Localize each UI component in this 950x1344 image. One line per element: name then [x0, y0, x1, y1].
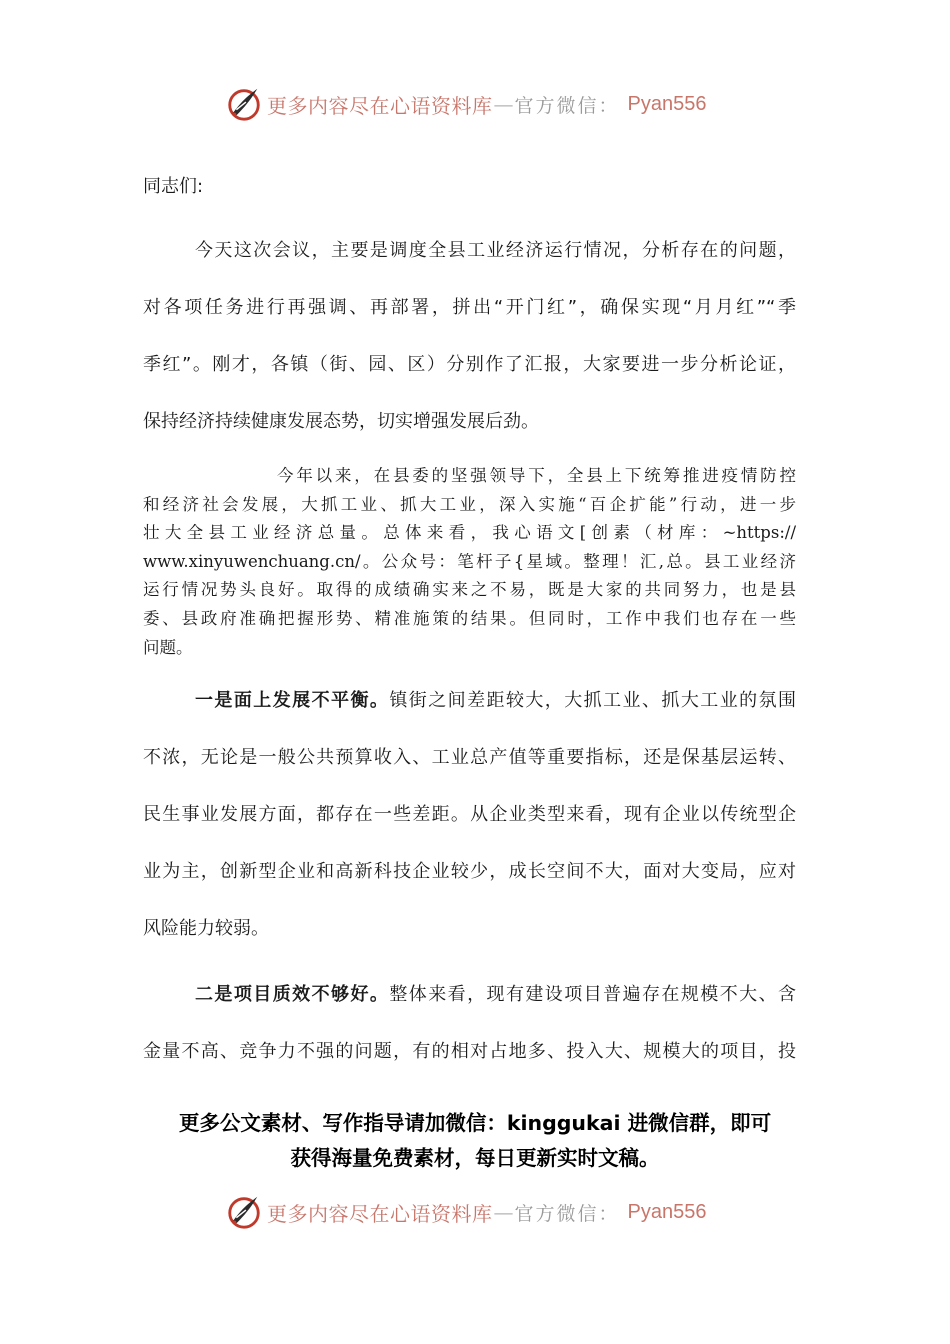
promo-line: 获得海量免费素材，每日更新实时文稿。 [290, 1146, 660, 1170]
text-line: 委、县政府准确把握形势、精准施策的结果。但同时，工作中我们也存在一些 [143, 608, 796, 628]
banner-wechat-label: 官方微信： [514, 94, 620, 117]
promo-notice [130, 1106, 820, 1176]
banner-separator: — [493, 1200, 514, 1224]
quill-logo-icon [225, 85, 263, 123]
text-line: 和经济社会发展，大抓工业、抓大工业，深入实施“百企扩能”行动，进一步 [143, 494, 796, 514]
text-line: 业为主，创新型企业和高新科技企业较少，成长空间不大，面对大变局，应对 [143, 861, 796, 882]
paragraph-overview [143, 462, 796, 662]
banner-wechat-id: Pyan556 [627, 1200, 707, 1223]
text-line: 今年以来，在县委的坚强领导下，全县上下统筹推进疫情防控 [277, 466, 796, 485]
promo-line: 更多公文素材、写作指导请加微信：kinggukai 进微信群，即可 [178, 1111, 772, 1135]
banner-separator: — [493, 92, 514, 116]
text-segment: 整体来看，现有建设项目普遍存在规模不大、含 [389, 984, 797, 1005]
text-line [143, 966, 796, 1023]
paragraph-problem-one [143, 672, 796, 957]
text-line: 对各项任务进行再强调、再部署，拼出“开门红”，确保实现“月月红”“季 [143, 297, 796, 318]
banner-title: 更多内容尽在心语资料库 [267, 93, 493, 118]
text-line: 风险能力较弱。 [143, 918, 269, 939]
problem-heading: 一是面上发展不平衡。 [195, 690, 390, 711]
text-line: 今天这次会议，主要是调度全县工业经济运行情况，分析存在的问题， [195, 240, 796, 261]
text-line [143, 672, 796, 729]
text-line: 问题。 [143, 637, 193, 657]
text-line: 运行情况势头良好。取得的成绩确实来之不易，既是大家的共同努力，也是县 [143, 580, 796, 600]
banner-wechat-id: Pyan556 [627, 92, 707, 115]
banner-wechat-label: 官方微信： [514, 1202, 620, 1225]
text-line: 金量不高、竞争力不强的问题，有的相对占地多、投入大、规模大的项目，投 [143, 1041, 796, 1062]
footer-banner [0, 1190, 950, 1234]
paragraph-intro [143, 222, 796, 450]
text-line: 不浓，无论是一般公共预算收入、工业总产值等重要指标，还是保基层运转、 [143, 747, 796, 768]
text-line: www.xinyuwenchuang.cn/。公众号：笔杆子{星域。整理！汇,总。县工业经济 [143, 551, 796, 571]
banner-title: 更多内容尽在心语资料库 [267, 1201, 493, 1226]
text-line: 民生事业发展方面，都存在一些差距。从企业类型来看，现有企业以传统型企 [143, 804, 796, 825]
paragraph-problem-two [143, 966, 796, 1080]
text-segment: 镇街之间差距较大，大抓工业、抓大工业的氛围 [389, 690, 797, 711]
header-banner [0, 82, 950, 126]
quill-logo-icon [225, 1193, 263, 1231]
problem-heading: 二是项目质效不够好。 [195, 984, 390, 1005]
greeting: 同志们: [143, 176, 204, 197]
text-line: 壮大全县工业经济总量。总体来看，我心语文[创素（材库：~https:// [143, 523, 796, 543]
text-line: 保持经济持续健康发展态势，切实增强发展后劲。 [143, 411, 539, 432]
text-line: 季红”。刚才，各镇（街、园、区）分别作了汇报，大家要进一步分析论证， [143, 354, 796, 375]
